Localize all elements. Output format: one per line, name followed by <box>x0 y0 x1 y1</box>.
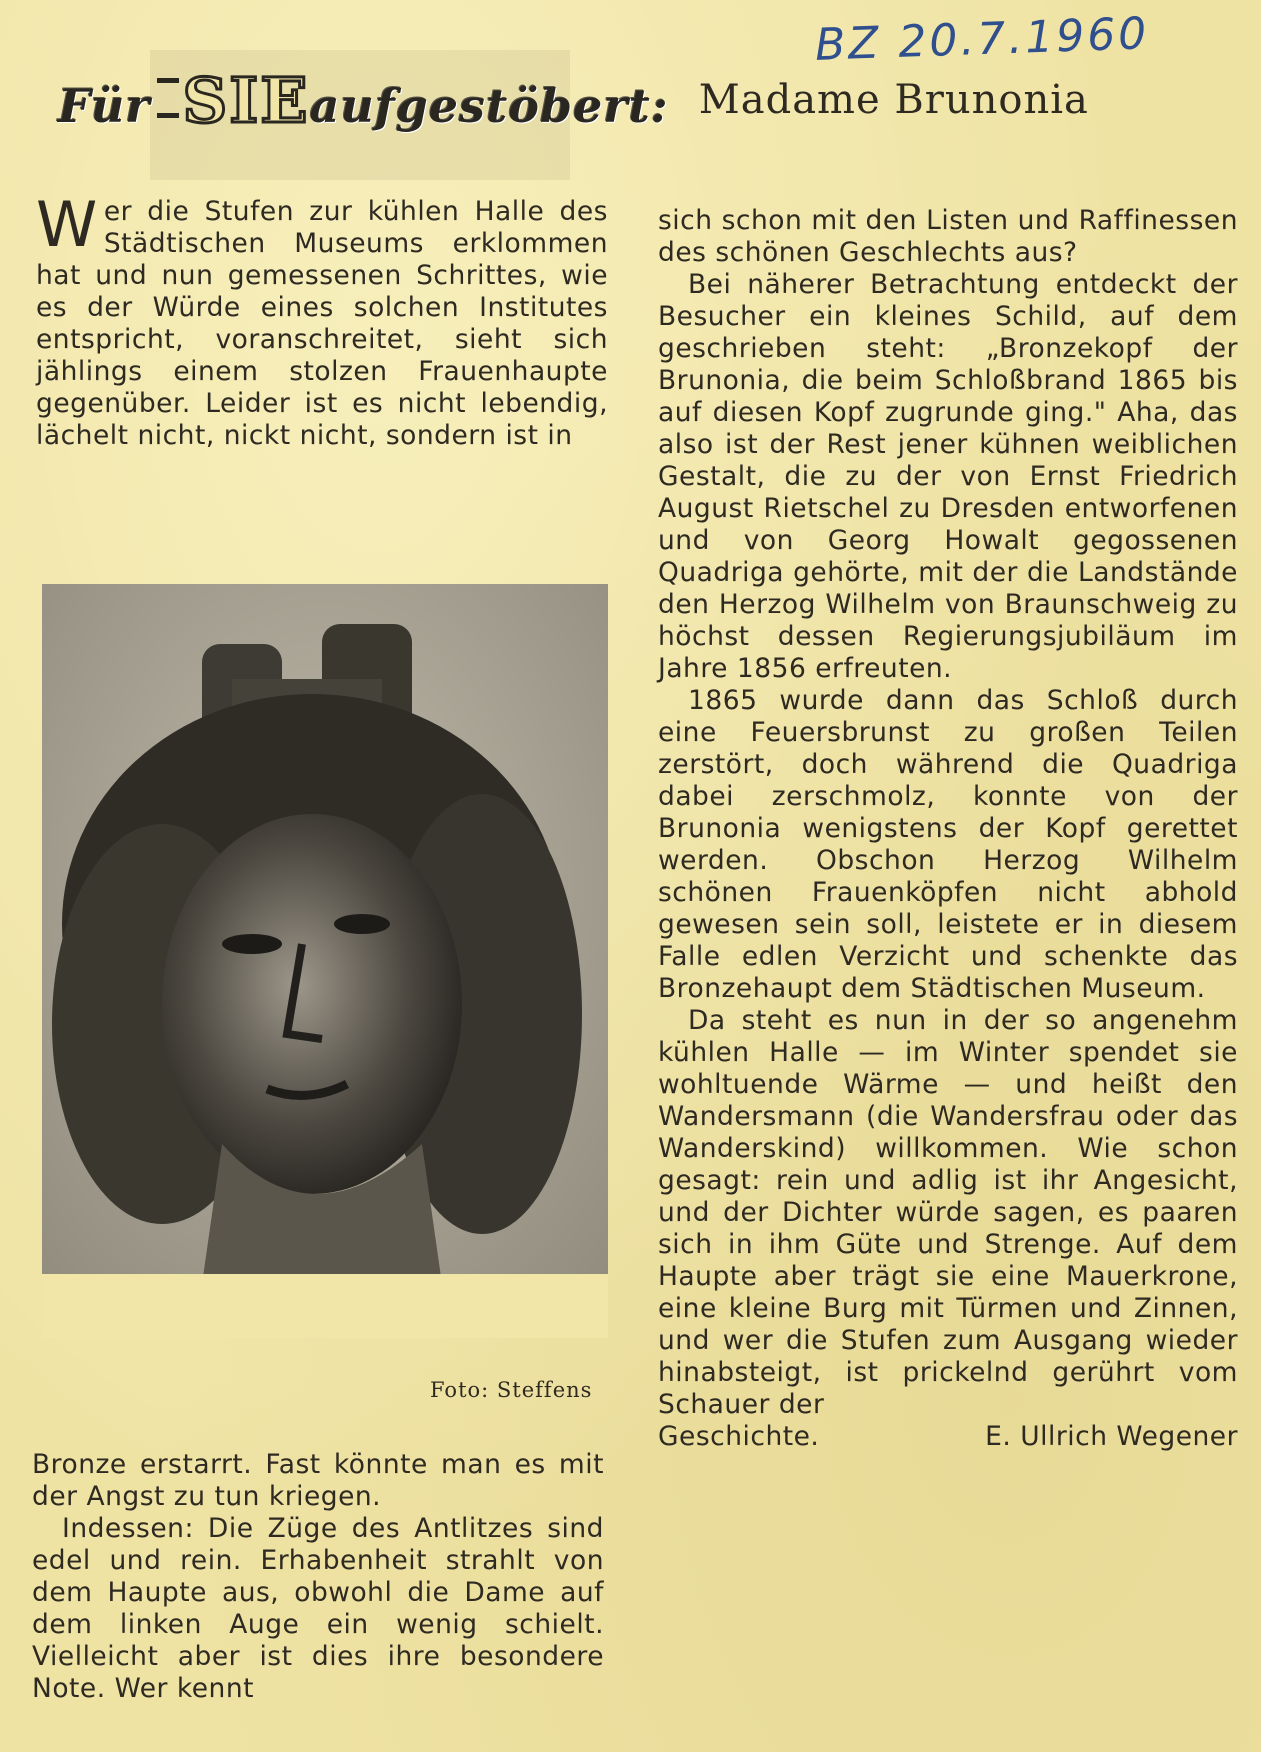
closing-word: Geschichte. <box>658 1421 820 1452</box>
logo-part-sie: SIE <box>182 63 310 137</box>
column-2 <box>658 205 1238 1453</box>
intro-text: er die Stufen zur kühlen Halle des Städtischen Museums erklommen hat und nun gemessenen Schrittes, wie es der Würde eines solchen Institutes entspricht, voranschreitet, sieht sich jählings einem stolzen Frauenhaupte gegenüber. Leider ist es nicht lebendig, lächelt nicht, nickt nicht, sondern ist in <box>36 196 608 451</box>
bust-illustration <box>42 584 608 1338</box>
author-byline: E. Ullrich Wegener <box>985 1421 1238 1452</box>
paragraph-feuersbrunst: 1865 wurde dann das Schloß durch eine Feuersbrunst zu großen Teilen zerstört, doch während die Quadriga dabei zerschmolz, konnte von der Brunonia wenigstens der Kopf gerettet werden. Obschon Herzog Wilhelm schönen Frauenköpfen nicht abhold gewesen sein soll, leistete er in diesem Falle edlen Verzicht und schenkte das Bronzehaupt dem Städtischen Museum. <box>658 685 1238 1004</box>
paragraph-indessen: Indessen: Die Züge des Antlitzes sind edel und rein. Erhabenheit strahlt von dem Haupte aus, obwohl die Dame auf dem linken Auge ein wenig schielt. Vielleicht aber ist dies ihre besondere Note. Wer kennt <box>32 1513 604 1704</box>
column-logo <box>58 64 669 137</box>
drop-cap: W <box>36 188 98 261</box>
column-1-bottom <box>32 1449 604 1705</box>
logo-part-aufgestoebert: aufgestöbert: <box>309 78 669 133</box>
logo-pointer-icon <box>157 78 179 118</box>
article-header <box>58 50 1218 150</box>
brunonia-bust-photo <box>42 584 608 1338</box>
handwritten-date: BZ 20.7.1960 <box>814 8 1151 71</box>
article-title: Madame Brunonia <box>698 77 1089 123</box>
closing-line <box>658 1421 1238 1453</box>
paragraph-schild: Bei näherer Betrachtung entdeckt der Besucher ein kleines Schild, auf dem geschrieben steht: „Bronzekopf der Brunonia, die beim Schloßbrand 1865 bis auf diesen Kopf zugrunde ging." Aha, das also ist der Rest jener kühnen weiblichen Gestalt, die zu der von Ernst Friedrich August Rietschel zu Dresden entworfenen und von Georg Howalt gegossenen Quadriga gehörte, mit der die Landstände den Herzog Wilhelm von Braunschweig zu höchst dessen Regierungsjubiläum im Jahre 1856 erfreuten. <box>658 269 1238 684</box>
column-1-top <box>36 188 608 452</box>
logo-part-fuer: Für <box>58 78 151 133</box>
photo-credit: Foto: Steffens <box>430 1378 593 1402</box>
intro-paragraph <box>36 188 608 452</box>
paragraph-halle: Da steht es nun in der so angenehm kühlen Halle — im Winter spendet sie wohltuende Wärme — und heißt den Wandersmann (die Wandersfrau oder das Wanderskind) willkommen. Wie schon gesagt: rein und adlig ist ihr Angesicht, und der Dichter würde sagen, es paaren sich in ihm Güte und Strenge. Auf dem Haupte aber trägt sie eine Mauerkrone, eine kleine Burg mit Türmen und Zinnen, und wer die Stufen zum Ausgang wieder hinabsteigt, ist prickelnd gerührt vom Schauer der <box>658 1005 1238 1420</box>
paragraph-raffinessen: sich schon mit den Listen und Raffinessen des schönen Geschlechts aus? <box>658 205 1238 268</box>
paragraph-bronze: Bronze erstarrt. Fast könnte man es mit der Angst zu tun kriegen. <box>32 1449 604 1512</box>
